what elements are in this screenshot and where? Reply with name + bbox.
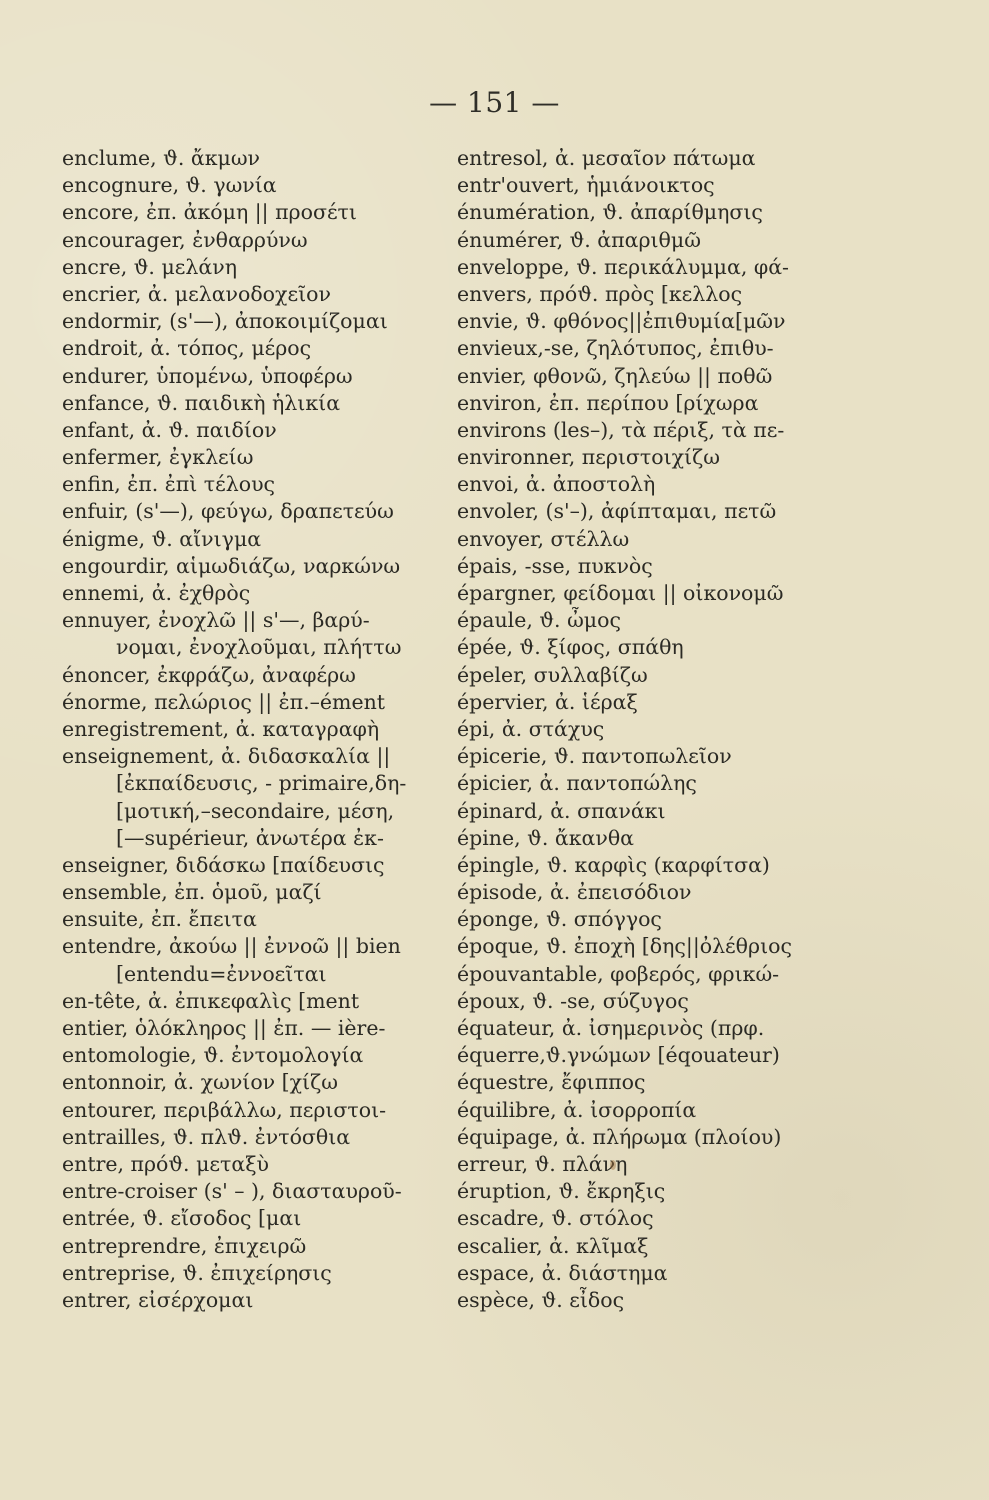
entry-line: entr'ouvert, ἡμιάνοικτος: [457, 173, 715, 198]
entry-line: enfin, ἐπ. ἐπὶ τέλους: [62, 472, 276, 497]
entry-line: erreur, ϑ. πλάνη: [457, 1151, 628, 1176]
entry-line: encore, ἐπ. ἀκόμη || προσέτι: [62, 200, 357, 225]
left-column: [62, 145, 442, 1314]
entry-line: ennemi, ἀ. ἐχθρὸς: [62, 581, 251, 605]
entry-line: enseigner, διδάσκω [παίδευσις: [62, 852, 385, 877]
entry-line: équipage, ἀ. πλήρωμα (πλοίου): [457, 1124, 782, 1149]
entry-line: épervier, ἀ. ἱέραξ: [457, 689, 638, 714]
entry-line: enveloppe, ϑ. περικάλυμμα, φά-: [457, 254, 789, 279]
entry-line: envie, ϑ. φθόνος||ἐπιθυμία[μῶν: [457, 309, 786, 334]
entry-line: ennuyer, ἐνοχλῶ || s'—, βαρύ-: [62, 608, 370, 633]
entry-line: entomologie, ϑ. ἐντομολογία: [62, 1043, 364, 1068]
entry-line: entrée, ϑ. εἴσοδος [μαι: [62, 1206, 302, 1231]
paper-stain: [610, 1160, 616, 1170]
entry-line: envier, φθονῶ, ζηλεύω || ποθῶ: [457, 363, 773, 388]
entry-line: épinard, ἀ. σπανάκι: [457, 798, 666, 823]
entries-area: [62, 145, 942, 1335]
entry-continuation: [ἐκπαίδευσις, - primaire,δη-: [116, 771, 407, 796]
entry-continuation: [—supérieur, ἀνωτέρα ἐκ-: [116, 825, 384, 850]
entry-line: épée, ϑ. ξίφος, σπάθη: [457, 635, 684, 660]
entry-line: escalier, ἀ. κλῖμαξ: [457, 1233, 649, 1258]
entry-continuation: νομαι, ἐνοχλοῦμαι, πλήττω: [116, 635, 402, 660]
entry-line: équateur, ἀ. ἰσημερινὸς (πρφ.: [457, 1016, 765, 1040]
entry-line: environ, ἐπ. περίπου [ρίχωρα: [457, 390, 759, 415]
entry-line: en-tête, ἀ. ἐπικεφαλὶς [ment: [62, 988, 360, 1013]
entry-line: endurer, ὑπομένω, ὑποφέρω: [62, 363, 353, 388]
entry-line: envoi, ἀ. ἀποστολὴ: [457, 472, 656, 497]
entry-line: épicier, ἀ. παντοπώλης: [457, 771, 697, 796]
entry-line: enseignement, ἀ. διδασκαλία ||: [62, 744, 391, 769]
entry-line: éruption, ϑ. ἔκρηξις: [457, 1179, 666, 1204]
entry-line: envoyer, στέλλω: [457, 526, 630, 551]
entry-line: époux, ϑ. -se, σύζυγος: [457, 988, 689, 1013]
entry-line: escadre, ϑ. στόλος: [457, 1206, 654, 1231]
entry-line: entonnoir, ἀ. χωνίον [χίζω: [62, 1070, 338, 1095]
page-number: — 151 —: [429, 86, 560, 119]
entry-line: éponge, ϑ. σπόγγος: [457, 907, 662, 932]
entry-line: énigme, ϑ. αἴνιγμα: [62, 526, 262, 551]
entry-line: entrer, εἰσέρχομαι: [62, 1287, 254, 1312]
entry-line: enfant, ἀ. ϑ. παιδίον: [62, 417, 277, 442]
entry-line: espèce, ϑ. εἶδος: [457, 1287, 625, 1312]
entry-line: entre-croiser (s' – ), διασταυροῦ-: [62, 1179, 402, 1204]
entry-line: épine, ϑ. ἄκανθα: [457, 825, 635, 850]
entry-line: entre, πρόϑ. μεταξὺ: [62, 1151, 269, 1176]
entry-line: envers, πρόϑ. πρὸς [κελλος: [457, 281, 743, 306]
entry-line: équerre,ϑ.γνώμων [éqouateur): [457, 1043, 780, 1068]
entry-line: enfance, ϑ. παιδικὴ ἡλικία: [62, 390, 341, 415]
entry-line: enfermer, ἐγκλείω: [62, 445, 254, 470]
entry-line: environs (les–), τὰ πέριξ, τὰ πε-: [457, 417, 785, 442]
entry-line: environner, περιστοιχίζω: [457, 445, 720, 470]
entry-line: ensuite, ἐπ. ἔπειτα: [62, 907, 257, 932]
entry-line: enfuir, (s'—), φεύγω, δραπετεύω: [62, 499, 394, 524]
entry-line: enregistrement, ἀ. καταγραφὴ: [62, 716, 380, 741]
entry-line: énumération, ϑ. ἀπαρίθμησις: [457, 200, 763, 225]
entry-line: épisode, ἀ. ἐπεισόδιον: [457, 880, 692, 905]
entry-line: équilibre, ἀ. ἰσορροπία: [457, 1097, 697, 1122]
entry-line: entier, ὁλόκληρος || ἐπ. — ière-: [62, 1016, 386, 1040]
entry-line: encourager, ἐνθαρρύνω: [62, 227, 308, 252]
entry-line: enclume, ϑ. ἄκμων: [62, 146, 261, 170]
entry-line: encre, ϑ. μελάνη: [62, 254, 237, 279]
entry-line: épouvantable, φοβερός, φρικώ-: [457, 961, 780, 986]
entry-line: épingle, ϑ. καρφὶς (καρφίτσα): [457, 852, 770, 877]
entry-line: énorme, πελώριος || ἐπ.–ément: [62, 689, 386, 714]
entry-line: espace, ἀ. διάστημα: [457, 1260, 668, 1285]
entry-line: énumérer, ϑ. ἀπαριθμῶ: [457, 227, 701, 252]
entry-line: entourer, περιβάλλω, περιστοι-: [62, 1097, 387, 1122]
entry-line: engourdir, αἱμωδιάζω, ναρκώνω: [62, 553, 401, 578]
entry-line: épeler, συλλαβίζω: [457, 662, 648, 687]
entry-line: entresol, ἀ. μεσαῖον πάτωμα: [457, 146, 756, 170]
entry-line: endroit, ἀ. τόπος, μέρος: [62, 336, 312, 361]
entry-line: entreprise, ϑ. ἐπιχείρησις: [62, 1260, 332, 1285]
entry-line: encognure, ϑ. γωνία: [62, 173, 277, 198]
entry-line: épargner, φείδομαι || οἰκονομῶ: [457, 581, 784, 605]
entry-line: épaule, ϑ. ὦμος: [457, 608, 621, 633]
entry-line: ensemble, ἐπ. ὁμοῦ, μαζί: [62, 880, 322, 905]
entry-line: épi, ἀ. στάχυς: [457, 716, 605, 741]
entry-line: époque, ϑ. ἐποχὴ [δης||ὀλέθριος: [457, 934, 792, 959]
entry-line: entrailles, ϑ. πλϑ. ἐντόσθια: [62, 1124, 351, 1149]
entry-line: épicerie, ϑ. παντοπωλεῖον: [457, 744, 732, 769]
entry-line: énoncer, ἐκφράζω, ἀναφέρω: [62, 662, 356, 687]
entry-line: envoler, (s'–), ἀφίπταμαι, πετῶ: [457, 499, 777, 524]
right-column: [457, 145, 837, 1314]
entry-line: entendre, ἀκούω || ἐννοῶ || bien: [62, 934, 401, 959]
entry-line: envieux,-se, ζηλότυπος, ἐπιθυ-: [457, 336, 774, 361]
entry-line: endormir, (s'—), ἀποκοιμίζομαι: [62, 309, 388, 334]
entry-line: équestre, ἔφιππος: [457, 1070, 646, 1095]
entry-continuation: [μοτική,–secondaire, μέση,: [116, 798, 395, 823]
entry-continuation: [entendu=ἐννοεῖται: [116, 961, 327, 986]
entry-line: épais, -sse, πυκνὸς: [457, 553, 653, 578]
entry-line: encrier, ἀ. μελανοδοχεῖον: [62, 281, 331, 306]
entry-line: entreprendre, ἐπιχειρῶ: [62, 1233, 307, 1258]
